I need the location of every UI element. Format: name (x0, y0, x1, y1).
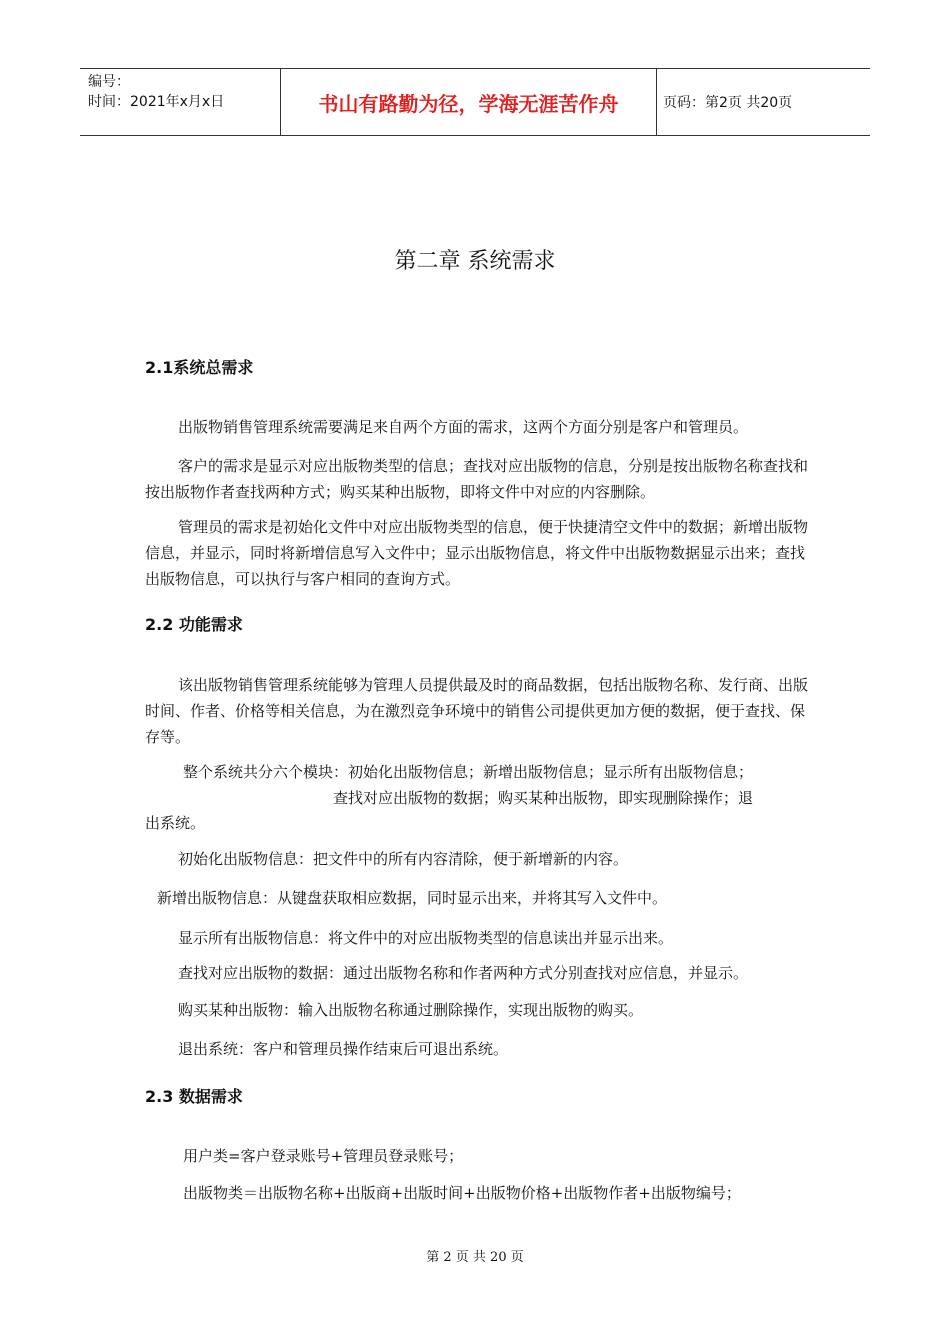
header-table (80, 68, 870, 136)
section-2-2-modules-line-1: 整个系统共分六个模块：初始化出版物信息；新增出版物信息；显示所有出版物信息； (183, 763, 754, 781)
section-2-2-item-purchase: 购买某种出版物：输入出版物名称通过删除操作，实现出版物的购买。 (178, 1001, 644, 1019)
section-2-2-item-exit: 退出系统：客户和管理员操作结束后可退出系统。 (178, 1040, 509, 1058)
section-2-2-heading: 2.2 功能需求 (145, 615, 243, 634)
section-2-1-heading: 2.1系统总需求 (145, 358, 254, 377)
section-2-2-item-add: 新增出版物信息：从键盘获取相应数据，同时显示出来，并将其写入文件中。 (157, 889, 668, 907)
section-2-2-paragraph-1: 该出版物销售管理系统能够为管理人员提供最及时的商品数据，包括出版物名称、发行商、出版时间、作者、价格等相关信息，为在激烈竞争环境中的销售公司提供更加方便的数据，便于查找、保存等。 (145, 676, 809, 746)
section-2-3-user-class: 用户类=客户登录账号+管理员登录账号； (183, 1147, 464, 1165)
header-motto: 书山有路勤为径，学海无涯苦作舟 (281, 69, 657, 135)
chapter-title: 第二章 系统需求 (394, 249, 556, 274)
section-2-2-modules-line-3: 出系统。 (145, 814, 206, 832)
section-2-3-heading: 2.3 数据需求 (145, 1087, 243, 1106)
document-number-label: 编号： (88, 74, 130, 90)
page-footer: 第 2 页 共 20 页 (426, 1250, 524, 1265)
document-time-label: 时间：2021年x月x日 (88, 94, 225, 110)
section-2-1-paragraph-3: 管理员的需求是初始化文件中对应出版物类型的信息，便于快捷清空文件中的数据；新增出版物信息，并显示，同时将新增信息写入文件中；显示出版物信息，将文件中出版物数据显示出来；查找出版物信息，可以执行与客户相同的查询方式。 (145, 518, 809, 588)
section-2-2-item-search: 查找对应出版物的数据：通过出版物名称和作者两种方式分别查找对应信息，并显示。 (178, 964, 749, 982)
section-2-2-item-display: 显示所有出版物信息：将文件中的对应出版物类型的信息读出并显示出来。 (178, 929, 674, 947)
section-2-2-item-initialize: 初始化出版物信息：把文件中的所有内容清除，便于新增新的内容。 (178, 850, 629, 868)
header-meta-cell (80, 69, 281, 135)
header-page-info: 页码：第2页 共20页 (663, 95, 793, 111)
section-2-3-publication-class: 出版物类＝出版物名称+出版商+出版时间+出版物价格+出版物作者+出版物编号； (183, 1184, 741, 1202)
section-2-1-paragraph-2: 客户的需求是显示对应出版物类型的信息；查找对应出版物的信息，分别是按出版物名称查找和按出版物作者查找两种方式；购买某种出版物，即将文件中对应的内容删除。 (145, 457, 809, 501)
section-2-1-paragraph-1: 出版物销售管理系统需要满足来自两个方面的需求，这两个方面分别是客户和管理员。 (178, 418, 749, 436)
section-2-2-modules-line-2: 查找对应出版物的数据；购买某种出版物，即实现删除操作；退 (333, 789, 754, 807)
